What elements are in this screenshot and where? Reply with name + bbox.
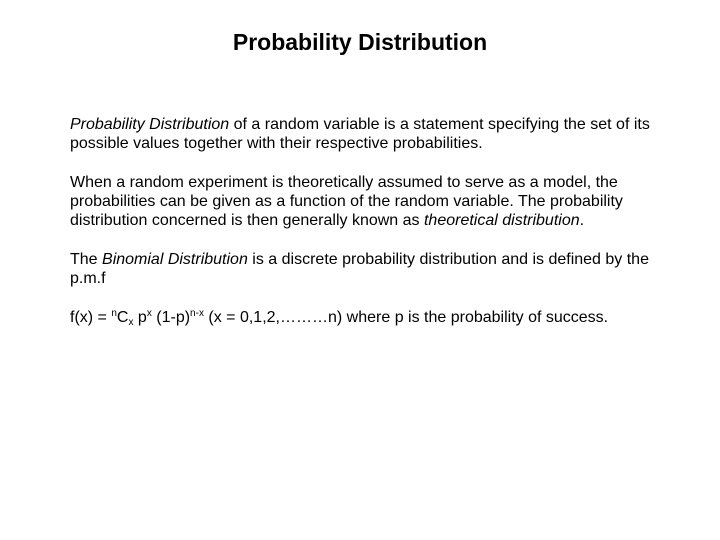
theoretical-paragraph (70, 173, 680, 230)
slide-body (70, 115, 680, 347)
binomial-lead: The (70, 251, 103, 268)
theoretical-text: When a random experiment is theoretically assumed to serve as a model, the probabilities can be given as a function of the random variable. The probability distribution concerned is then generally known as (70, 174, 623, 229)
formula-one-minus-p: (1-p) (151, 309, 191, 326)
formula-n-minus-x-superscript: n-x (190, 308, 204, 319)
formula-x-subscript: x (128, 317, 134, 328)
formula-range: (x = 0,1,2,………n) (203, 309, 343, 326)
binomial-text: is a discrete probability distribution and is defined by the p.m.f (70, 251, 649, 287)
formula-n-superscript: n (111, 308, 117, 319)
definition-paragraph (70, 115, 680, 153)
definition-term: Probability Distribution (70, 116, 230, 133)
binomial-formula (70, 308, 680, 327)
formula-x-superscript: x (146, 308, 152, 319)
formula-suffix: where p is the probability of success. (342, 309, 609, 326)
theoretical-term: theoretical distribution (423, 212, 580, 229)
binomial-term: Binomial Distribution (102, 251, 248, 268)
formula-prefix: f(x) = (70, 309, 112, 326)
definition-text: of a random variable is a statement specifying the set of its possible values together with their respective probabilities. (70, 116, 650, 152)
theoretical-end: . (579, 212, 585, 229)
slide-title: Probability Distribution (232, 29, 488, 55)
formula-p: p (133, 309, 147, 326)
formula-c: C (116, 309, 129, 326)
binomial-paragraph (70, 250, 680, 288)
